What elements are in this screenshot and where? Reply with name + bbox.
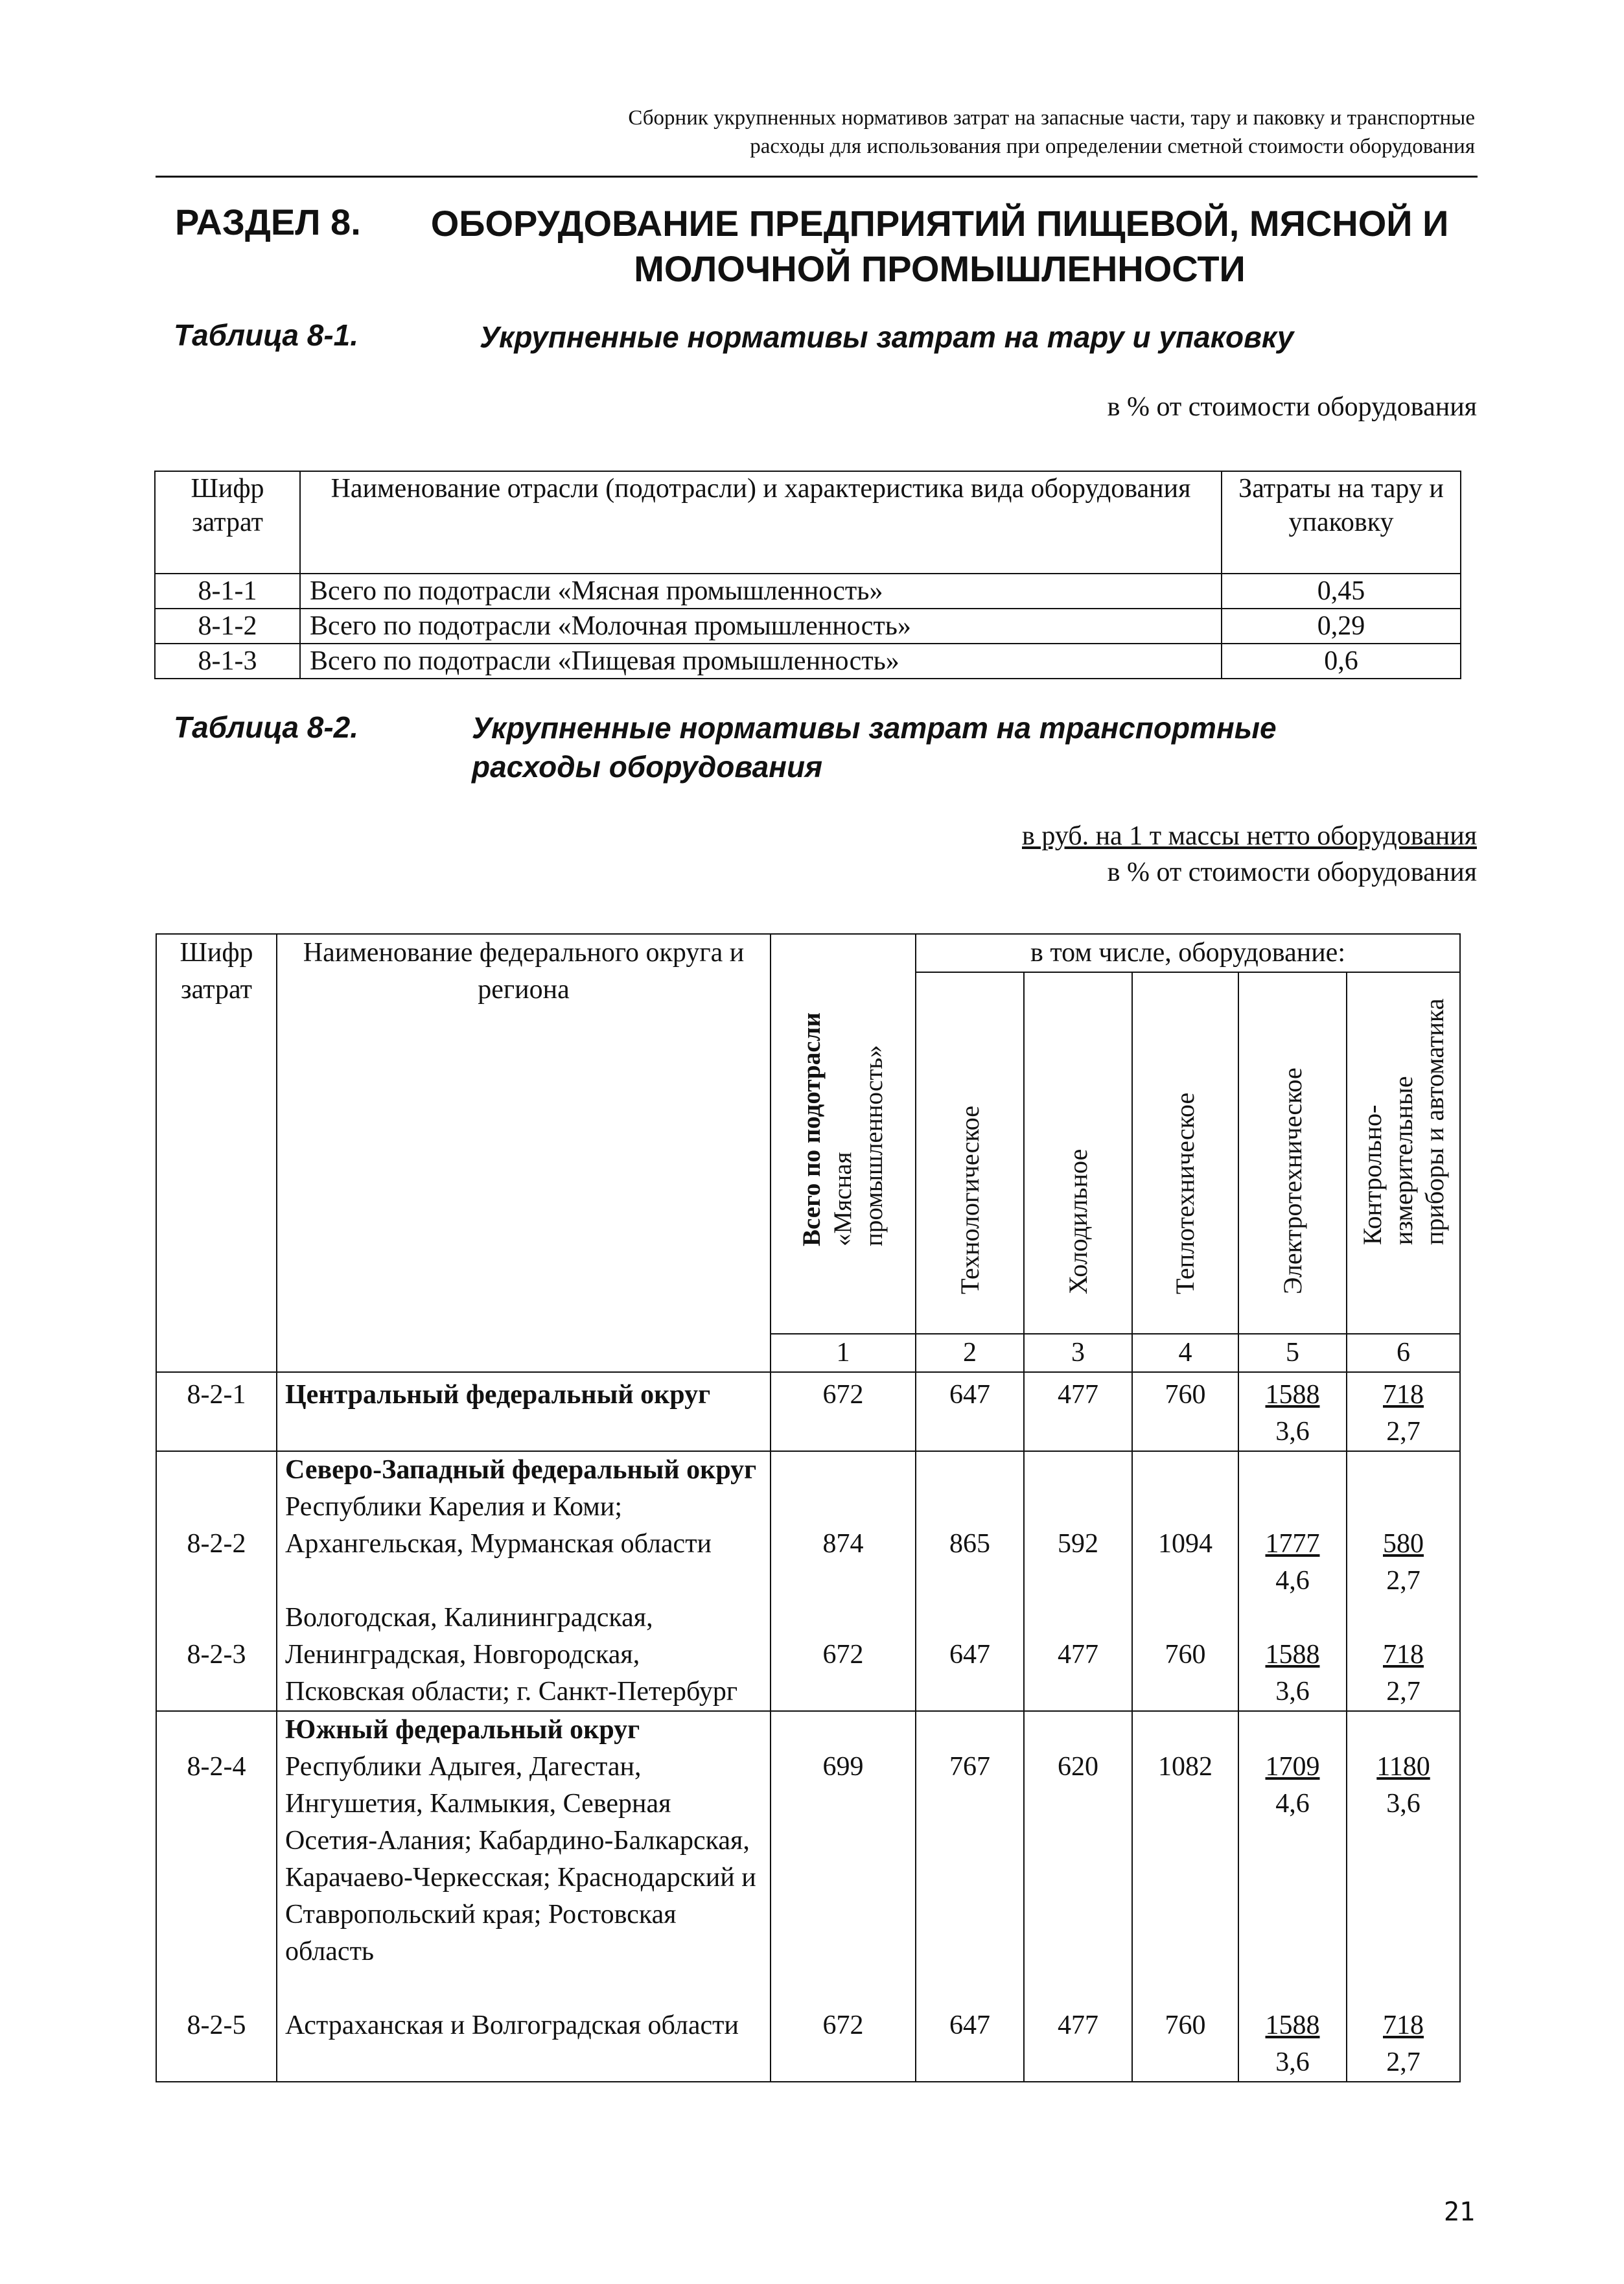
header-col2	[916, 972, 1024, 1334]
table-row	[155, 644, 1461, 679]
group-heading: Южный федеральный округ	[285, 1715, 640, 1745]
header-code: Шифр затрат	[156, 934, 277, 1372]
group-c3	[1024, 1711, 1132, 2082]
row-c3: 477	[1058, 2010, 1098, 2040]
row-c5-top: 1588	[1265, 2010, 1320, 2040]
header-rule	[156, 176, 1478, 178]
header-name: Наименование отрасли (подотрасли) и характеристика вида оборудования	[300, 471, 1222, 574]
table2-title-line2: расходы оборудования	[472, 750, 823, 784]
table2-title-line1: Укрупненные нормативы затрат на транспортные	[472, 711, 1277, 745]
table2-label: Таблица 8-2.	[174, 710, 359, 744]
row-c5-bot: 3,6	[1275, 1417, 1310, 1447]
header-col6-text	[1357, 998, 1450, 1245]
group-c6	[1347, 1711, 1460, 2082]
table-row	[155, 574, 1461, 609]
group-c5	[1238, 1711, 1347, 2082]
row-c5	[1238, 1372, 1347, 1451]
col-number-3: 3	[1024, 1334, 1132, 1372]
running-header-line2: расходы для использования при определении сметной стоимости оборудования	[750, 135, 1475, 158]
table-8-1	[154, 471, 1461, 679]
table1-title: Укрупненные нормативы затрат на тару и упаковку	[480, 320, 1294, 354]
group-c1	[771, 1451, 916, 1711]
table1-label: Таблица 8-1.	[174, 318, 359, 352]
table-row	[155, 609, 1461, 644]
header-col6-line1: Контрольно-	[1357, 1104, 1387, 1245]
table2-title	[472, 708, 1277, 786]
row-code: 8-1-2	[155, 609, 300, 644]
row-c6-top: 718	[1383, 1380, 1424, 1410]
row-c2: 647	[949, 2010, 990, 2040]
row-name: Вологодская, Калининградская, Ленинградская, Новгородская, Псковская области; г. Санкт-Петербург	[285, 1603, 738, 1707]
row-c6	[1347, 1372, 1460, 1451]
row-c6-top: 580	[1383, 1529, 1424, 1559]
table-row	[156, 1372, 1460, 1451]
header-group: в том числе, оборудование:	[916, 934, 1460, 972]
group-c4	[1132, 1711, 1238, 2082]
row-code: 8-2-5	[187, 2010, 246, 2040]
table-8-2	[156, 933, 1461, 2082]
row-c5-bot: 3,6	[1275, 2047, 1310, 2077]
header-col5	[1238, 972, 1347, 1334]
group-c2	[916, 1451, 1024, 1711]
row-code: 8-1-1	[155, 574, 300, 609]
row-code: 8-2-3	[187, 1640, 246, 1670]
header-code: Шифр затрат	[155, 471, 300, 574]
header-value: Затраты на тару и упаковку	[1222, 471, 1461, 574]
row-name: Республики Карелия и Коми; Архангельская, Мурманская области	[285, 1492, 712, 1559]
table1-units: в % от стоимости оборудования	[1107, 392, 1477, 422]
row-value: 0,45	[1222, 574, 1461, 609]
row-c1: 672	[822, 1640, 864, 1670]
table-header-row	[155, 471, 1461, 574]
header-col2-text: Технологическое	[955, 1105, 984, 1294]
section-title: ОБОРУДОВАНИЕ ПРЕДПРИЯТИЙ ПИЩЕВОЙ, МЯСНОЙ И МОЛОЧНОЙ ПРОМЫШЛЕННОСТИ	[430, 203, 1449, 289]
header-name: Наименование федерального округа и региона	[277, 934, 771, 1372]
row-name: Астраханская и Волгоградская области	[285, 2010, 739, 2040]
col-number-2: 2	[916, 1334, 1024, 1372]
row-c6-bot: 2,7	[1386, 1417, 1421, 1447]
row-c5-top: 1588	[1265, 1380, 1320, 1410]
row-c4: 1094	[1158, 1529, 1212, 1559]
running-header	[244, 104, 1475, 161]
row-c5-top: 1588	[1265, 1640, 1320, 1670]
group-c1	[771, 1711, 916, 2082]
row-value: 0,6	[1222, 644, 1461, 679]
col-number-1: 1	[771, 1334, 916, 1372]
page-number: 21	[1443, 2197, 1475, 2227]
row-c2: 865	[949, 1529, 990, 1559]
row-c6-top: 718	[1383, 2010, 1424, 2040]
row-c1: 672	[822, 2010, 864, 2040]
row-c5-bot: 4,6	[1275, 1789, 1310, 1819]
header-col1-line3: промышленность»	[860, 1045, 888, 1246]
header-col1	[771, 934, 916, 1334]
col-number-5: 5	[1238, 1334, 1347, 1372]
section-label: РАЗДЕЛ 8.	[175, 202, 361, 242]
group-c4	[1132, 1451, 1238, 1711]
row-value: 0,29	[1222, 609, 1461, 644]
group-names	[277, 1451, 771, 1711]
group-codes	[156, 1711, 277, 2082]
group-names	[277, 1711, 771, 2082]
group-heading: Северо-Западный федеральный округ	[285, 1455, 757, 1485]
row-c6-top: 718	[1383, 1640, 1424, 1670]
header-col1-text	[796, 1012, 890, 1246]
group-codes	[156, 1451, 277, 1711]
row-c6-bot: 3,6	[1386, 1789, 1421, 1819]
group-c2	[916, 1711, 1024, 2082]
row-c3: 592	[1058, 1529, 1098, 1559]
row-c2: 647	[949, 1640, 990, 1670]
header-col4	[1132, 972, 1238, 1334]
row-c1: 874	[822, 1529, 864, 1559]
col-number-4: 4	[1132, 1334, 1238, 1372]
header-col3-text: Холодильное	[1063, 1148, 1093, 1294]
table2-units	[1022, 818, 1477, 891]
header-col1-line2: «Мясная	[829, 1152, 857, 1246]
row-c3: 620	[1058, 1752, 1098, 1782]
table-group	[156, 1711, 1460, 2082]
row-c6-bot: 2,7	[1386, 2047, 1421, 2077]
row-c5-bot: 3,6	[1275, 1677, 1310, 1707]
row-c1: 699	[822, 1752, 864, 1782]
row-heading: Центральный федеральный округ	[277, 1372, 771, 1451]
row-c4: 760	[1132, 1372, 1238, 1451]
group-c5	[1238, 1451, 1347, 1711]
group-c6	[1347, 1451, 1460, 1711]
table-header-row	[156, 934, 1460, 972]
header-col1-line1: Всего по подотрасли	[798, 1012, 826, 1246]
col-number-6: 6	[1347, 1334, 1460, 1372]
header-col5-text: Электротехническое	[1277, 1067, 1307, 1294]
row-c5-top: 1777	[1265, 1529, 1320, 1559]
running-header-line1: Сборник укрупненных нормативов затрат на запасные части, тару и паковку и транспортные	[628, 106, 1475, 130]
row-c6-bot: 2,7	[1386, 1566, 1421, 1596]
row-c4: 760	[1165, 1640, 1206, 1670]
row-c4: 760	[1165, 2010, 1206, 2040]
row-name: Всего по подотрасли «Мясная промышленность»	[300, 574, 1222, 609]
row-c4: 1082	[1158, 1752, 1212, 1782]
row-name: Всего по подотрасли «Молочная промышленность»	[300, 609, 1222, 644]
row-code: 8-2-1	[156, 1372, 277, 1451]
row-c2: 647	[916, 1372, 1024, 1451]
row-c1: 672	[771, 1372, 916, 1451]
row-code: 8-2-4	[187, 1752, 246, 1782]
row-name: Всего по подотрасли «Пищевая промышленность»	[300, 644, 1222, 679]
row-c3: 477	[1024, 1372, 1132, 1451]
row-code: 8-2-2	[187, 1529, 246, 1559]
header-col3	[1024, 972, 1132, 1334]
table2-units-line2: в % от стоимости оборудования	[1107, 857, 1477, 887]
header-col6	[1347, 972, 1460, 1334]
row-c6-bot: 2,7	[1386, 1677, 1421, 1707]
header-col6-line2: измерительные	[1388, 1076, 1418, 1245]
table-group	[156, 1451, 1460, 1711]
row-c2: 767	[949, 1752, 990, 1782]
row-name: Республики Адыгея, Дагестан, Ингушетия, Калмыкия, Северная Осетия-Алания; Кабардино-Балкарская, Карачаево-Черкесская; Краснодарский и Ставропольский края; Ростовская область	[285, 1752, 756, 1966]
group-c3	[1024, 1451, 1132, 1711]
row-c3: 477	[1058, 1640, 1098, 1670]
row-c5-top: 1709	[1265, 1752, 1320, 1782]
row-c6-top: 1180	[1376, 1752, 1430, 1782]
header-col6-line3: приборы и автоматика	[1419, 998, 1449, 1245]
table2-units-line1: в руб. на 1 т массы нетто оборудования	[1021, 821, 1477, 851]
row-code: 8-1-3	[155, 644, 300, 679]
row-c5-bot: 4,6	[1275, 1566, 1310, 1596]
header-col4-text: Теплотехническое	[1170, 1092, 1200, 1294]
